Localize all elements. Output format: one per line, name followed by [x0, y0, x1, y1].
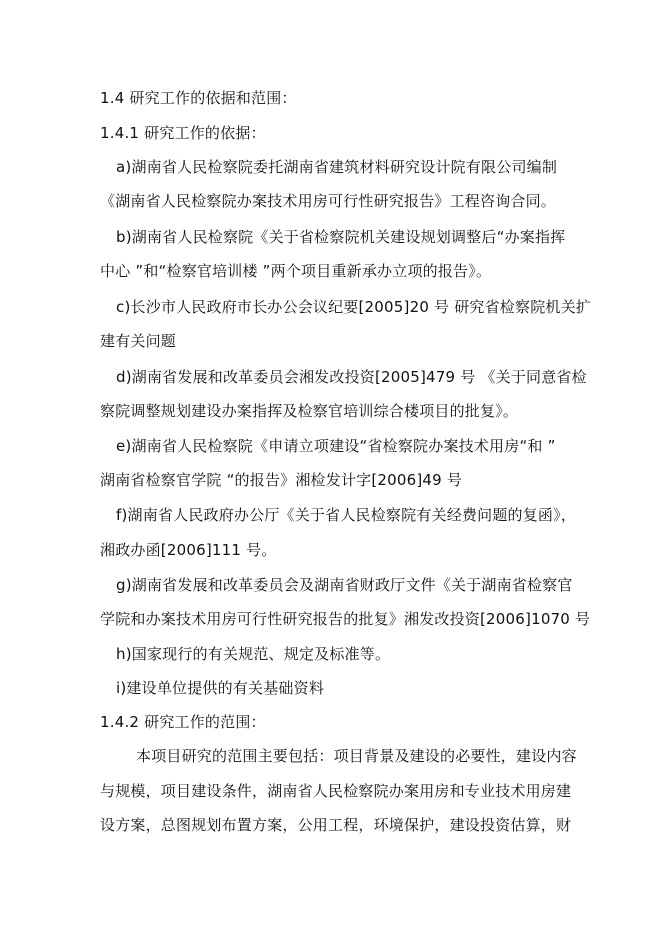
basis-item-i: i)建设单位提供的有关基础资料 [116, 679, 325, 697]
heading-1-4: 1.4 研究工作的依据和范围： [100, 89, 297, 107]
basis-item-c-cont: 建有关问题 [100, 332, 177, 350]
scope-paragraph-line-1: 本项目研究的范围主要包括：项目背景及建设的必要性，建设内容 [136, 747, 577, 765]
basis-item-e: e)湖南省人民检察院《申请立项建设“省检察院办案技术用房“和 ” [116, 437, 556, 455]
scope-paragraph-line-2: 与规模，项目建设条件，湖南省人民检察院办案用房和专业技术用房建 [100, 782, 572, 800]
basis-item-f: f)湖南省人民政府办公厅《关于省人民检察院有关经费问题的复函》， [116, 506, 577, 524]
basis-item-c: c)长沙市人民政府市长办公会议纪要[2005]20 号 研究省检察院机关扩 [116, 298, 592, 316]
basis-item-h: h)国家现行的有关规范、规定及标准等。 [116, 645, 391, 663]
basis-item-g-cont: 学院和办案技术用房可行性研究报告的批复》湘发改投资[2006]1070 号 [100, 610, 591, 628]
basis-item-g: g)湖南省发展和改革委员会及湖南省财政厅文件《关于湖南省检察官 [116, 576, 573, 594]
scope-paragraph-line-3: 设方案，总图规划布置方案，公用工程，环境保护，建设投资估算，财 [100, 816, 572, 834]
basis-item-d: d)湖南省发展和改革委员会湘发改投资[2005]479 号 《关于同意省检 [116, 368, 587, 386]
heading-1-4-1: 1.4.1 研究工作的依据： [100, 124, 266, 142]
heading-1-4-2: 1.4.2 研究工作的范围： [100, 713, 266, 731]
basis-item-b: b)湖南省人民检察院《关于省检察院机关建设规划调整后“办案指挥 [116, 228, 566, 246]
basis-item-a: a)湖南省人民检察院委托湖南省建筑材料研究设计院有限公司编制 [116, 158, 558, 176]
basis-item-a-cont: 《湖南省人民检察院办案技术用房可行性研究报告》工程咨询合同。 [100, 192, 557, 210]
basis-item-b-cont: 中心 ”和“检察官培训楼 ”两个项目重新承办立项的报告》。 [100, 262, 492, 280]
basis-item-d-cont: 察院调整规划建设办案指挥及检察官培训综合楼项目的批复》。 [100, 402, 519, 420]
basis-item-e-cont: 湖南省检察官学院 “的报告》湘检发计字[2006]49 号 [100, 471, 463, 489]
basis-item-f-cont: 湘政办函[2006]111 号。 [100, 541, 277, 559]
